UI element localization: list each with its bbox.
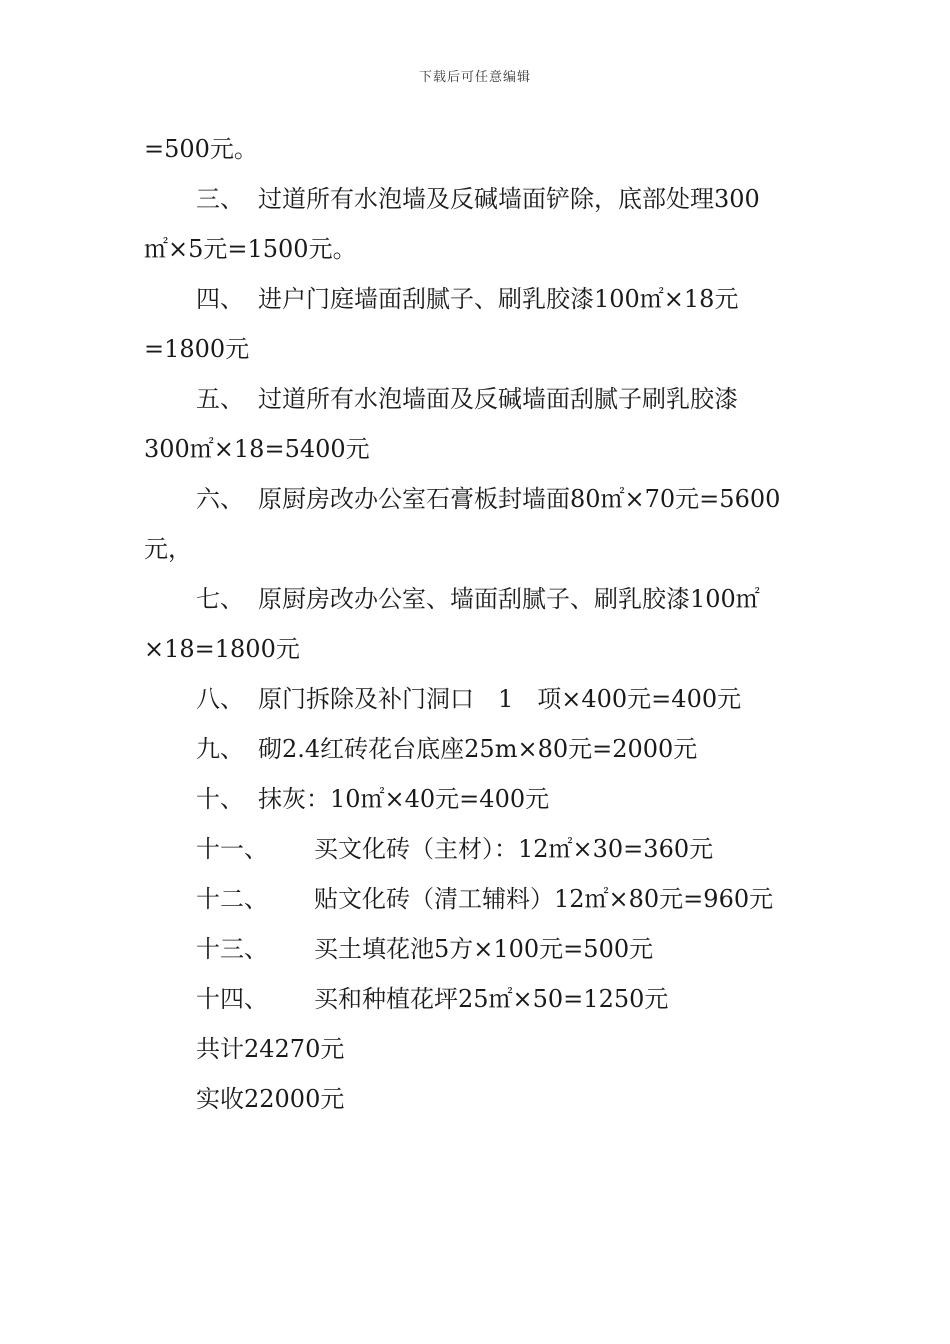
list-item (196, 884, 773, 914)
item-text: 进户门庭墙面刮腻子、刷乳胶漆100㎡×18元 (258, 285, 739, 313)
text-line (144, 134, 258, 164)
line-text: ㎡×5元=1500元。 (144, 235, 357, 263)
received-text: 实收22000元 (196, 1085, 345, 1113)
total-line (196, 1034, 344, 1064)
item-text: 买文化砖（主材）：12㎡×30=360元 (314, 835, 714, 863)
item-number: 七、 (196, 585, 244, 613)
item-text: 抹灰：10㎡×40元=400元 (258, 785, 550, 813)
text-line (144, 434, 370, 464)
text-line (144, 534, 192, 564)
item-text: 原厨房改办公室石膏板封墙面80㎡×70元=5600 (258, 485, 781, 513)
item-text: 原厨房改办公室、墙面刮腻子、刷乳胶漆100㎡ (258, 585, 760, 613)
item-number: 十三、 (196, 935, 268, 963)
list-item (196, 484, 780, 514)
item-number: 十、 (196, 785, 244, 813)
item-number: 八、 (196, 685, 244, 713)
item-number: 五、 (196, 385, 244, 413)
line-text: 300㎡×18=5400元 (144, 435, 370, 463)
list-item (196, 384, 738, 414)
list-item (196, 284, 738, 314)
item-text: 买和种植花坪25㎡×50=1250元 (314, 985, 669, 1013)
item-text: 买土填花池5方×100元=500元 (314, 935, 654, 963)
item-number: 六、 (196, 485, 244, 513)
text-line (144, 334, 249, 364)
list-item (196, 734, 697, 764)
line-text: 元， (144, 535, 192, 563)
item-text: 过道所有水泡墙面及反碱墙面刮腻子刷乳胶漆 (258, 385, 738, 413)
page-header: 下载后可任意编辑 (418, 70, 531, 85)
item-number: 十二、 (196, 885, 268, 913)
item-number: 三、 (196, 185, 244, 213)
item-number: 九、 (196, 735, 244, 763)
list-item (196, 184, 760, 214)
item-number: 十一、 (196, 835, 268, 863)
list-item (196, 584, 760, 614)
line-text: ×18=1800元 (144, 635, 300, 663)
list-item (196, 984, 668, 1014)
item-text: 贴文化砖（清工辅料）12㎡×80元=960元 (314, 885, 774, 913)
item-number: 四、 (196, 285, 244, 313)
item-text: 原门拆除及补门洞口 1 项×400元=400元 (258, 685, 742, 713)
text-line (144, 634, 300, 664)
text-line (144, 234, 357, 264)
line-text: =1800元 (144, 335, 250, 363)
list-item (196, 834, 713, 864)
item-text: 砌2.4红砖花台底座25m×80元=2000元 (258, 735, 698, 763)
received-line (196, 1084, 344, 1114)
list-item (196, 934, 653, 964)
list-item (196, 784, 549, 814)
total-text: 共计24270元 (196, 1035, 345, 1063)
item-number: 十四、 (196, 985, 268, 1013)
list-item (196, 684, 741, 714)
line-text: =500元。 (144, 135, 258, 163)
item-text: 过道所有水泡墙及反碱墙面铲除，底部处理300 (258, 185, 760, 213)
